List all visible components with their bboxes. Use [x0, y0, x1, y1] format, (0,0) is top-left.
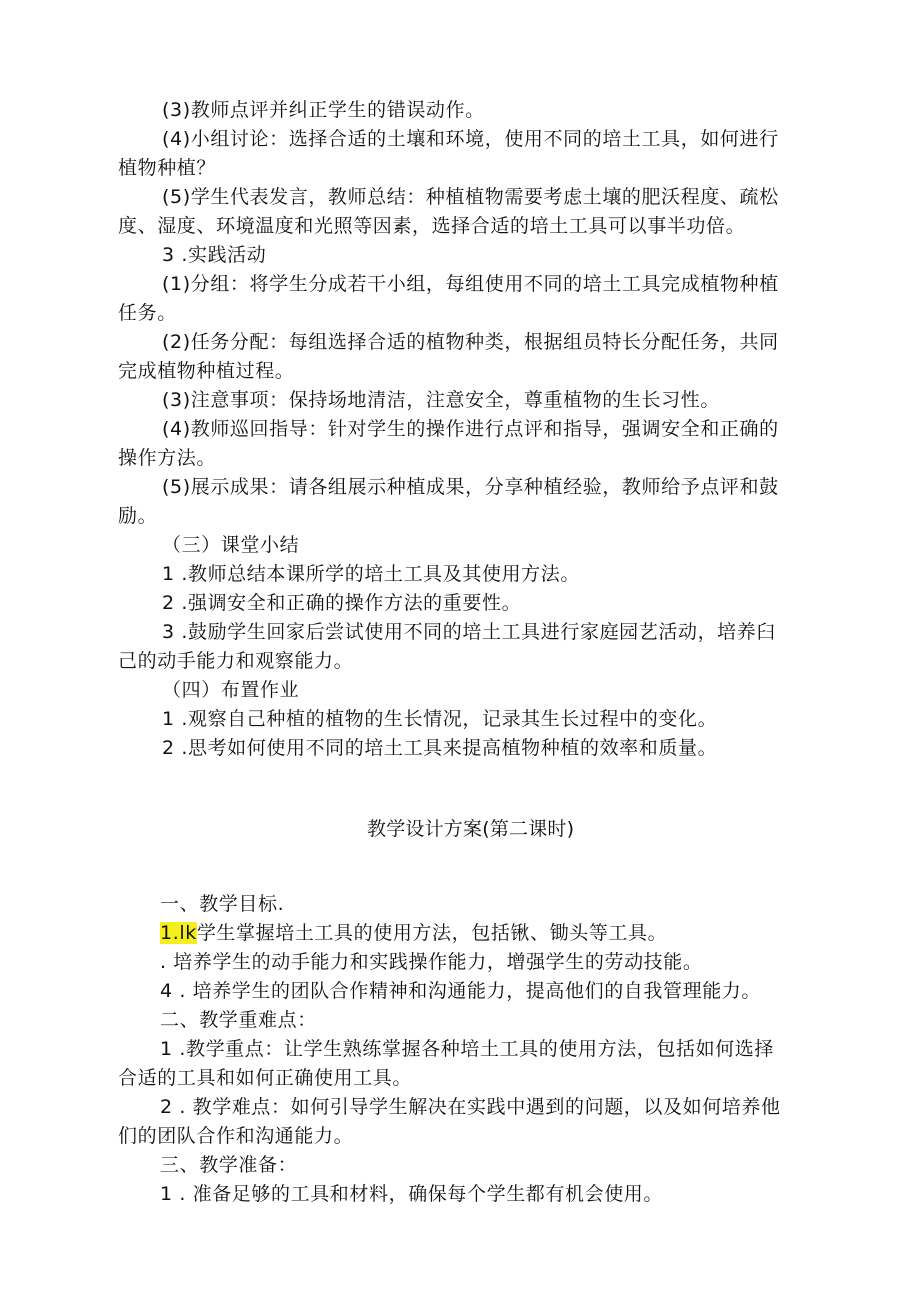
text-line: . 培养学生的动手能力和实践操作能力，增强学生的劳动技能。	[160, 951, 703, 973]
text-line: 度、湿度、环境温度和光照等因素，选择合适的培土工具可以事半功倍。	[118, 215, 746, 237]
text-line: 3 .实践活动	[162, 244, 267, 266]
section-heading: 三、教学准备：	[160, 1154, 298, 1176]
text-line: (3)注意事项：保持场地清洁，注意安全，尊重植物的生长习性。	[162, 389, 720, 411]
text-line: 操作方法。	[118, 447, 217, 469]
text-line: (4)小组讨论：选择合适的土壤和环境，使用不同的培土工具，如何进行	[162, 128, 779, 150]
text-line: (5)学生代表发言，教师总结：种植植物需要考虑土壤的肥沃程度、疏松	[162, 186, 779, 208]
text-line: 们的团队合作和沟通能力。	[118, 1125, 354, 1147]
text-line: 3 .鼓励学生回家后尝试使用不同的培土工具进行家庭园艺活动，培养臼	[162, 621, 776, 643]
section-heading: （四）布置作业	[162, 679, 300, 701]
text-line: (3)教师点评并纠正学生的错误动作。	[162, 99, 485, 121]
text-line: 任务。	[118, 302, 177, 324]
text-line: 4 . 培养学生的团队合作精神和沟通能力，提高他们的自我管理能力。	[160, 980, 762, 1002]
text-line: 励。	[118, 505, 158, 527]
text-line: (5)展示成果：请各组展示种植成果，分享种植经验，教师给予点评和鼓	[162, 476, 779, 498]
text-line: 1 .教师总结本课所学的培土工具及其使用方法。	[162, 563, 580, 585]
text-line: 植物种植？	[118, 157, 217, 179]
text-line: (4)教师巡回指导：针对学生的操作进行点评和指导，强调安全和正确的	[162, 418, 779, 440]
section-heading: 二、教学重难点：	[160, 1009, 317, 1031]
text-line	[160, 919, 667, 947]
text-line-body: 学生掌握培土工具的使用方法，包括锹、锄头等工具。	[196, 922, 668, 944]
text-line: 1 . 准备足够的工具和材料，确保每个学生都有机会使用。	[160, 1183, 664, 1205]
highlighted-text: 1.lk	[160, 922, 197, 944]
text-line: 2 . 教学难点：如何引导学生解决在实践中遇到的问题，以及如何培养他	[160, 1096, 781, 1118]
section-heading: （三）课堂小结	[162, 534, 300, 556]
text-line: 1 .观察自己种植的植物的生长情况，记录其生长过程中的变化。	[162, 708, 718, 730]
text-line: 2 .思考如何使用不同的培土工具来提高植物种植的效率和质量。	[162, 737, 718, 759]
text-line: 1 .教学重点：让学生熟练掌握各种培土工具的使用方法，包括如何选择	[160, 1038, 774, 1060]
text-line: 合适的工具和如何正确使用工具。	[118, 1067, 413, 1089]
text-line: 完成植物种植过程。	[118, 360, 295, 382]
text-line: 2 .强调安全和正确的操作方法的重要性。	[162, 592, 522, 614]
text-line: (2)任务分配：每组选择合适的植物种类，根据组员特长分配任务，共同	[162, 331, 779, 353]
text-line: 己的动手能力和观察能力。	[118, 650, 354, 672]
page-title: 教学设计方案(第二课时)	[367, 818, 575, 840]
text-line: (1)分组：将学生分成若干小组，每组使用不同的培土工具完成植物种植	[162, 273, 779, 295]
section-heading: 一、教学目标.	[160, 893, 285, 915]
